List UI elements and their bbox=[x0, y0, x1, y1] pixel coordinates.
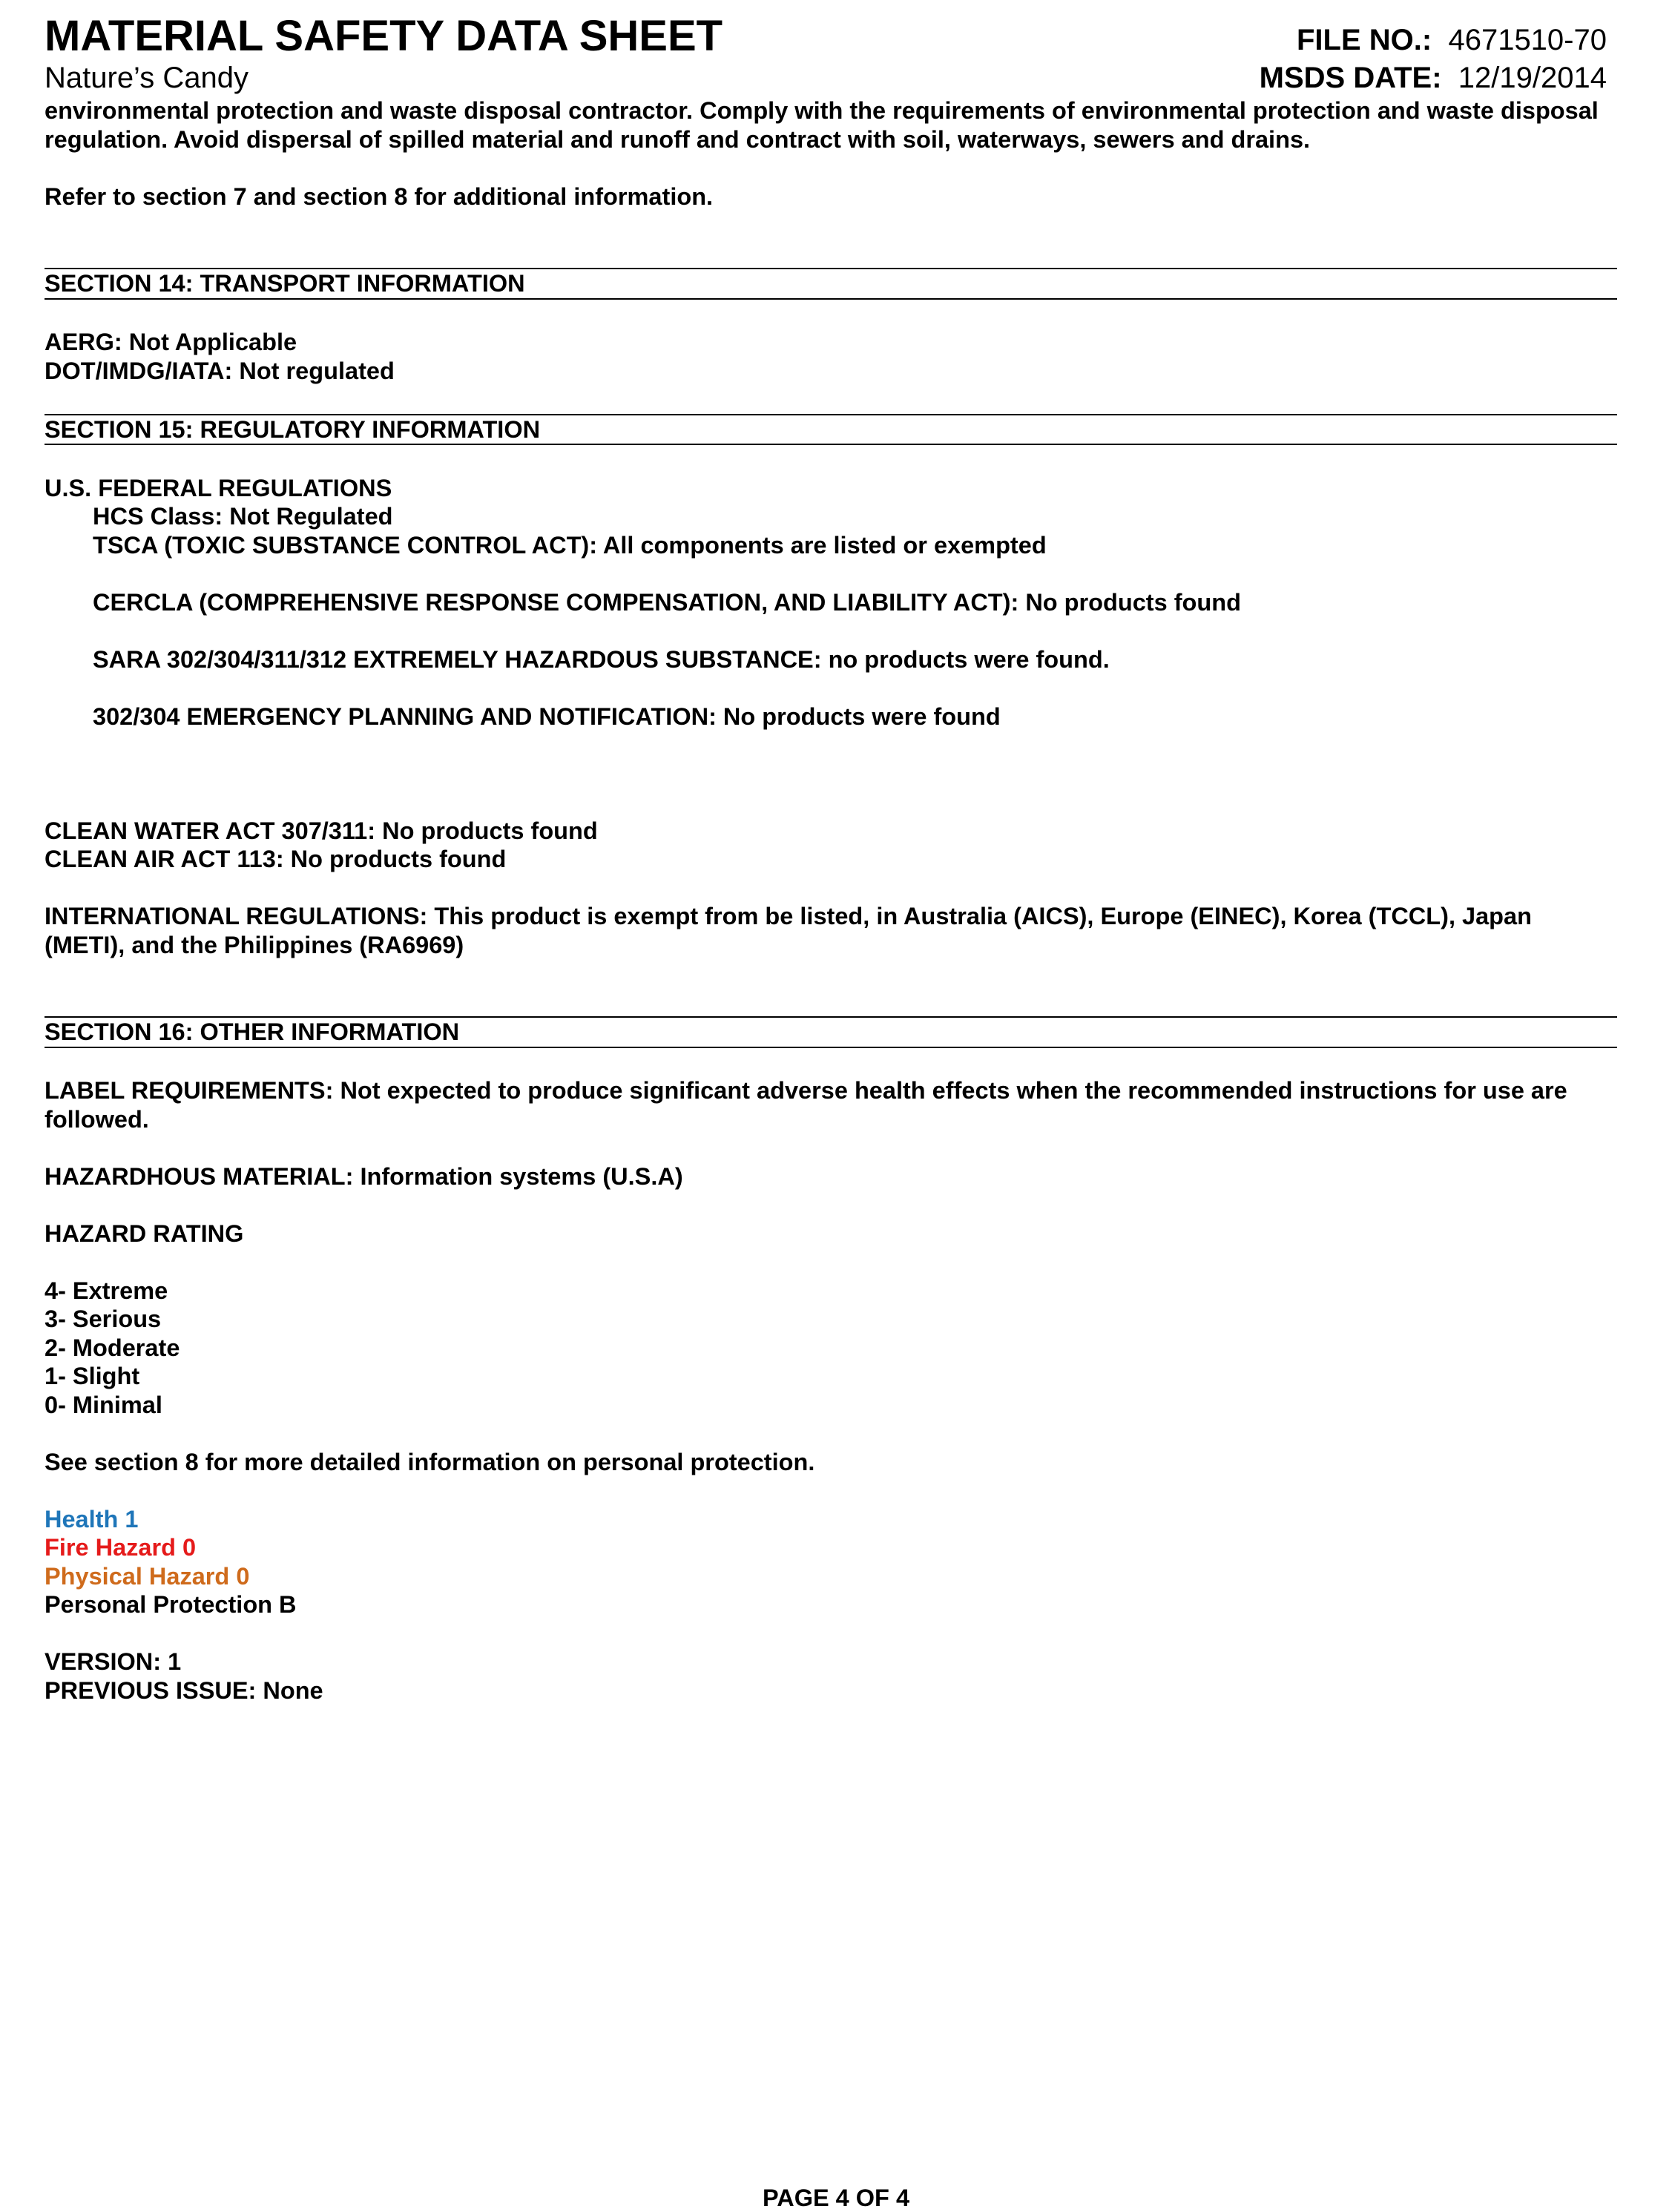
physical-hazard-rating: Physical Hazard 0 bbox=[45, 1562, 250, 1590]
hazardous-material-line: HAZARDHOUS MATERIAL: Information systems (U.S.A) bbox=[45, 1162, 683, 1190]
emergency-planning-line: 302/304 EMERGENCY PLANNING AND NOTIFICATION: No products were found bbox=[93, 702, 1001, 730]
document-body bbox=[45, 96, 1617, 1705]
health-rating: Health 1 bbox=[45, 1505, 139, 1533]
msds-date-label: MSDS DATE: bbox=[1259, 62, 1442, 94]
section-15-heading: SECTION 15: REGULATORY INFORMATION bbox=[45, 414, 1617, 446]
tsca-line: TSCA (TOXIC SUBSTANCE CONTROL ACT): All components are listed or exempted bbox=[93, 531, 1047, 559]
page-number: PAGE 4 OF 4 bbox=[762, 2185, 910, 2211]
clean-water-line: CLEAN WATER ACT 307/311: No products found bbox=[45, 817, 598, 844]
scale-item: 2- Moderate bbox=[45, 1334, 180, 1361]
section-16-heading: SECTION 16: OTHER INFORMATION bbox=[45, 1016, 1617, 1048]
scale-item: 4- Extreme bbox=[45, 1277, 168, 1304]
document-title: MATERIAL SAFETY DATA SHEET bbox=[45, 12, 723, 60]
file-number-label: FILE NO.: bbox=[1297, 24, 1432, 56]
see-section-line: See section 8 for more detailed information on personal protection. bbox=[45, 1448, 815, 1475]
hazard-rating-heading: HAZARD RATING bbox=[45, 1219, 244, 1247]
section-14-heading: SECTION 14: TRANSPORT INFORMATION bbox=[45, 268, 1617, 300]
continued-paragraph: environmental protection and waste disposal contractor. Comply with the requirements of environmental protection and waste disposal regulation. Avoid dispersal of spilled material and runoff and contract with soil, waterways, sewers and drains. bbox=[45, 97, 1599, 153]
file-number-value: 4671510-70 bbox=[1448, 24, 1607, 56]
clean-air-line: CLEAN AIR ACT 113: No products found bbox=[45, 846, 507, 872]
fire-hazard-rating: Fire Hazard 0 bbox=[45, 1534, 197, 1561]
international-regulations: INTERNATIONAL REGULATIONS: This product is exempt from be listed, in Australia (AICS), Europe (EINEC), Korea (TCCL), Japan (METI), and the Philippines (RA6969) bbox=[45, 903, 1532, 958]
product-name: Nature’s Candy bbox=[45, 62, 249, 94]
dot-line: DOT/IMDG/IATA: Not regulated bbox=[45, 357, 395, 384]
version-line: VERSION: 1 bbox=[45, 1648, 182, 1675]
msds-date bbox=[1260, 60, 1607, 96]
msds-date-value: 12/19/2014 bbox=[1458, 62, 1607, 94]
personal-protection-rating: Personal Protection B bbox=[45, 1591, 297, 1618]
refer-paragraph: Refer to section 7 and section 8 for additional information. bbox=[45, 182, 714, 210]
federal-regulations-heading: U.S. FEDERAL REGULATIONS bbox=[45, 474, 392, 501]
scale-item: 1- Slight bbox=[45, 1363, 140, 1389]
aerg-line: AERG: Not Applicable bbox=[45, 329, 297, 355]
sara-line: SARA 302/304/311/312 EXTREMELY HAZARDOUS SUBSTANCE: no products were found. bbox=[93, 645, 1110, 673]
previous-issue-line: PREVIOUS ISSUE: None bbox=[45, 1676, 323, 1704]
scale-item: 3- Serious bbox=[45, 1306, 162, 1332]
cercla-line: CERCLA (COMPREHENSIVE RESPONSE COMPENSATION, AND LIABILITY ACT): No products found bbox=[93, 588, 1241, 616]
hcs-line: HCS Class: Not Regulated bbox=[93, 503, 393, 530]
file-number bbox=[1297, 22, 1607, 58]
scale-item: 0- Minimal bbox=[45, 1391, 162, 1418]
label-requirements: LABEL REQUIREMENTS: Not expected to produce significant adverse health effects when the recommended instructions for use are followed. bbox=[45, 1077, 1567, 1133]
